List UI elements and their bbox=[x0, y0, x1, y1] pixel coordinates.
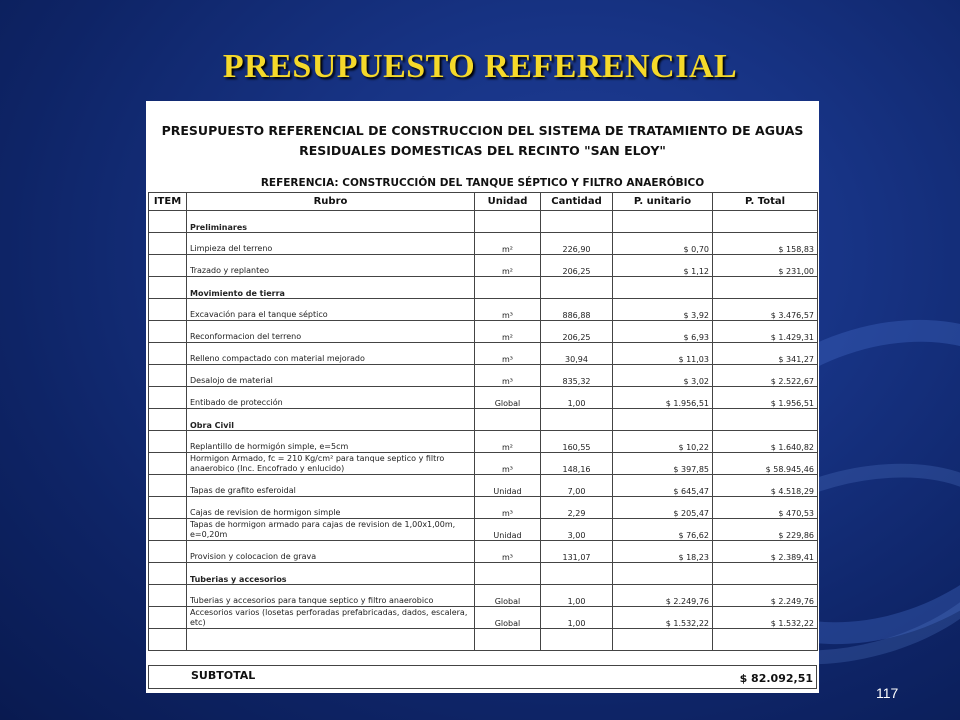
cell-item bbox=[149, 541, 187, 563]
cell-total-price: $ 231,00 bbox=[713, 255, 818, 277]
table-row bbox=[149, 343, 818, 365]
cell-cantidad bbox=[541, 277, 613, 299]
table-row bbox=[149, 519, 818, 541]
budget-sheet bbox=[146, 101, 819, 693]
cell-total-price: $ 1.429,31 bbox=[713, 321, 818, 343]
table-header-row bbox=[149, 193, 818, 211]
cell-total-price bbox=[713, 409, 818, 431]
cell-item bbox=[149, 277, 187, 299]
cell-unidad: Global bbox=[475, 607, 541, 629]
cell-total-price: $ 470,53 bbox=[713, 497, 818, 519]
table-body bbox=[149, 211, 818, 651]
table-category-row bbox=[149, 409, 818, 431]
cell-total-price bbox=[713, 211, 818, 233]
cell-unit-price: $ 76,62 bbox=[613, 519, 713, 541]
cell-item bbox=[149, 321, 187, 343]
cell-item bbox=[149, 409, 187, 431]
table-row bbox=[149, 629, 818, 651]
cell-total-price: $ 1.956,51 bbox=[713, 387, 818, 409]
cell-cantidad: 2,29 bbox=[541, 497, 613, 519]
cell-unit-price: $ 3,02 bbox=[613, 365, 713, 387]
cell-unidad: m³ bbox=[475, 541, 541, 563]
cell-item bbox=[149, 233, 187, 255]
cell-cantidad: 886,88 bbox=[541, 299, 613, 321]
cell-rubro: Accesorios varios (losetas perforadas prefabricadas, dados, escalera, etc) bbox=[187, 607, 475, 629]
cell-total-price: $ 2.389,41 bbox=[713, 541, 818, 563]
table-category-row bbox=[149, 563, 818, 585]
table-row bbox=[149, 299, 818, 321]
cell-unit-price bbox=[613, 409, 713, 431]
cell-unidad bbox=[475, 629, 541, 651]
cell-cantidad: 7,00 bbox=[541, 475, 613, 497]
cell-item bbox=[149, 299, 187, 321]
cell-unit-price: $ 18,23 bbox=[613, 541, 713, 563]
cell-item bbox=[149, 211, 187, 233]
cell-unit-price: $ 397,85 bbox=[613, 453, 713, 475]
cell-category: Obra Civil bbox=[187, 409, 475, 431]
table-category-row bbox=[149, 277, 818, 299]
table-row bbox=[149, 365, 818, 387]
table-row bbox=[149, 255, 818, 277]
cell-unit-price: $ 1.532,22 bbox=[613, 607, 713, 629]
budget-table bbox=[148, 192, 818, 651]
cell-cantidad: 160,55 bbox=[541, 431, 613, 453]
cell-unit-price: $ 11,03 bbox=[613, 343, 713, 365]
cell-cantidad: 206,25 bbox=[541, 255, 613, 277]
cell-cantidad: 1,00 bbox=[541, 585, 613, 607]
cell-unidad: m³ bbox=[475, 453, 541, 475]
sheet-title-line-2: RESIDUALES DOMESTICAS DEL RECINTO "SAN ELOY" bbox=[299, 143, 666, 158]
cell-total-price: $ 4.518,29 bbox=[713, 475, 818, 497]
cell-item bbox=[149, 519, 187, 541]
cell-total-price: $ 341,27 bbox=[713, 343, 818, 365]
cell-unit-price: $ 2.249,76 bbox=[613, 585, 713, 607]
cell-rubro: Entibado de protección bbox=[187, 387, 475, 409]
table-category-row bbox=[149, 211, 818, 233]
cell-rubro: Trazado y replanteo bbox=[187, 255, 475, 277]
cell-rubro: Provision y colocacion de grava bbox=[187, 541, 475, 563]
subtotal-label: SUBTOTAL bbox=[191, 669, 256, 682]
cell-unidad: m³ bbox=[475, 365, 541, 387]
cell-item bbox=[149, 563, 187, 585]
cell-total-price: $ 158,83 bbox=[713, 233, 818, 255]
cell-unit-price bbox=[613, 563, 713, 585]
cell-cantidad bbox=[541, 409, 613, 431]
cell-rubro: Hormigon Armado, fc = 210 Kg/cm² para tanque septico y filtro anaerobico (Inc. Encofrado y enlucido) bbox=[187, 453, 475, 475]
cell-unidad: m³ bbox=[475, 299, 541, 321]
sheet-title-line-1: PRESUPUESTO REFERENCIAL DE CONSTRUCCION DEL SISTEMA DE TRATAMIENTO DE AGUAS bbox=[161, 123, 804, 138]
cell-unit-price bbox=[613, 629, 713, 651]
cell-unidad: m² bbox=[475, 431, 541, 453]
column-header-total-price: P. Total bbox=[713, 193, 818, 211]
cell-unidad: m³ bbox=[475, 343, 541, 365]
cell-unit-price: $ 1,12 bbox=[613, 255, 713, 277]
table-row bbox=[149, 321, 818, 343]
table-row bbox=[149, 431, 818, 453]
cell-total-price: $ 58.945,46 bbox=[713, 453, 818, 475]
subtotal-row bbox=[148, 665, 817, 689]
table-row bbox=[149, 585, 818, 607]
cell-item bbox=[149, 497, 187, 519]
cell-rubro bbox=[187, 629, 475, 651]
cell-item bbox=[149, 607, 187, 629]
cell-item bbox=[149, 475, 187, 497]
cell-unidad bbox=[475, 563, 541, 585]
cell-total-price: $ 2.249,76 bbox=[713, 585, 818, 607]
cell-category: Tuberias y accesorios bbox=[187, 563, 475, 585]
cell-total-price bbox=[713, 563, 818, 585]
cell-item bbox=[149, 629, 187, 651]
cell-cantidad: 206,25 bbox=[541, 321, 613, 343]
cell-total-price: $ 229,86 bbox=[713, 519, 818, 541]
cell-cantidad: 835,32 bbox=[541, 365, 613, 387]
table-row bbox=[149, 607, 818, 629]
slide-title: PRESUPUESTO REFERENCIAL bbox=[222, 48, 738, 85]
cell-cantidad: 131,07 bbox=[541, 541, 613, 563]
cell-item bbox=[149, 453, 187, 475]
cell-item bbox=[149, 585, 187, 607]
cell-cantidad bbox=[541, 211, 613, 233]
cell-unit-price: $ 3,92 bbox=[613, 299, 713, 321]
cell-unidad: Unidad bbox=[475, 475, 541, 497]
cell-rubro: Tapas de grafito esferoidal bbox=[187, 475, 475, 497]
cell-item bbox=[149, 365, 187, 387]
column-header-item: ITEM bbox=[149, 193, 187, 211]
cell-unit-price bbox=[613, 211, 713, 233]
cell-unit-price: $ 6,93 bbox=[613, 321, 713, 343]
cell-rubro: Replantillo de hormigón simple, e=5cm bbox=[187, 431, 475, 453]
cell-unidad: Global bbox=[475, 387, 541, 409]
column-header-unit-price: P. unitario bbox=[613, 193, 713, 211]
cell-unit-price: $ 10,22 bbox=[613, 431, 713, 453]
cell-total-price: $ 1.532,22 bbox=[713, 607, 818, 629]
cell-cantidad: 3,00 bbox=[541, 519, 613, 541]
cell-unidad: Unidad bbox=[475, 519, 541, 541]
cell-item bbox=[149, 255, 187, 277]
cell-total-price bbox=[713, 629, 818, 651]
column-header-unidad: Unidad bbox=[475, 193, 541, 211]
cell-item bbox=[149, 387, 187, 409]
cell-unidad bbox=[475, 211, 541, 233]
column-header-cantidad: Cantidad bbox=[541, 193, 613, 211]
cell-cantidad: 148,16 bbox=[541, 453, 613, 475]
cell-unit-price bbox=[613, 277, 713, 299]
cell-cantidad bbox=[541, 563, 613, 585]
cell-cantidad: 30,94 bbox=[541, 343, 613, 365]
cell-total-price: $ 1.640,82 bbox=[713, 431, 818, 453]
cell-unidad: m² bbox=[475, 233, 541, 255]
cell-rubro: Tuberias y accesorios para tanque septico y filtro anaerobico bbox=[187, 585, 475, 607]
table-row bbox=[149, 541, 818, 563]
cell-rubro: Cajas de revision de hormigon simple bbox=[187, 497, 475, 519]
cell-unit-price: $ 1.956,51 bbox=[613, 387, 713, 409]
cell-cantidad: 1,00 bbox=[541, 387, 613, 409]
table-row bbox=[149, 475, 818, 497]
column-header-rubro: Rubro bbox=[187, 193, 475, 211]
cell-rubro: Relleno compactado con material mejorado bbox=[187, 343, 475, 365]
cell-rubro: Tapas de hormigon armado para cajas de revision de 1,00x1,00m, e=0,20m bbox=[187, 519, 475, 541]
cell-category: Movimiento de tierra bbox=[187, 277, 475, 299]
cell-unidad: m³ bbox=[475, 497, 541, 519]
table-row bbox=[149, 453, 818, 475]
cell-unit-price: $ 205,47 bbox=[613, 497, 713, 519]
cell-rubro: Limpieza del terreno bbox=[187, 233, 475, 255]
cell-unidad bbox=[475, 409, 541, 431]
table-row bbox=[149, 497, 818, 519]
cell-item bbox=[149, 431, 187, 453]
page-number: 117 bbox=[876, 685, 899, 701]
subtotal-value: $ 82.092,51 bbox=[739, 672, 813, 685]
cell-unidad: m² bbox=[475, 321, 541, 343]
cell-unidad: m² bbox=[475, 255, 541, 277]
cell-rubro: Reconformacion del terreno bbox=[187, 321, 475, 343]
table-row bbox=[149, 387, 818, 409]
cell-total-price: $ 3.476,57 bbox=[713, 299, 818, 321]
cell-total-price bbox=[713, 277, 818, 299]
cell-unidad: Global bbox=[475, 585, 541, 607]
cell-item bbox=[149, 343, 187, 365]
cell-unit-price: $ 645,47 bbox=[613, 475, 713, 497]
cell-category: Preliminares bbox=[187, 211, 475, 233]
cell-unit-price: $ 0,70 bbox=[613, 233, 713, 255]
cell-unidad bbox=[475, 277, 541, 299]
sheet-reference: REFERENCIA: CONSTRUCCIÓN DEL TANQUE SÉPTICO Y FILTRO ANAERÓBICO bbox=[260, 177, 705, 189]
cell-total-price: $ 2.522,67 bbox=[713, 365, 818, 387]
cell-cantidad: 226,90 bbox=[541, 233, 613, 255]
cell-cantidad: 1,00 bbox=[541, 607, 613, 629]
cell-rubro: Excavación para el tanque séptico bbox=[187, 299, 475, 321]
table-row bbox=[149, 233, 818, 255]
cell-cantidad bbox=[541, 629, 613, 651]
cell-rubro: Desalojo de material bbox=[187, 365, 475, 387]
